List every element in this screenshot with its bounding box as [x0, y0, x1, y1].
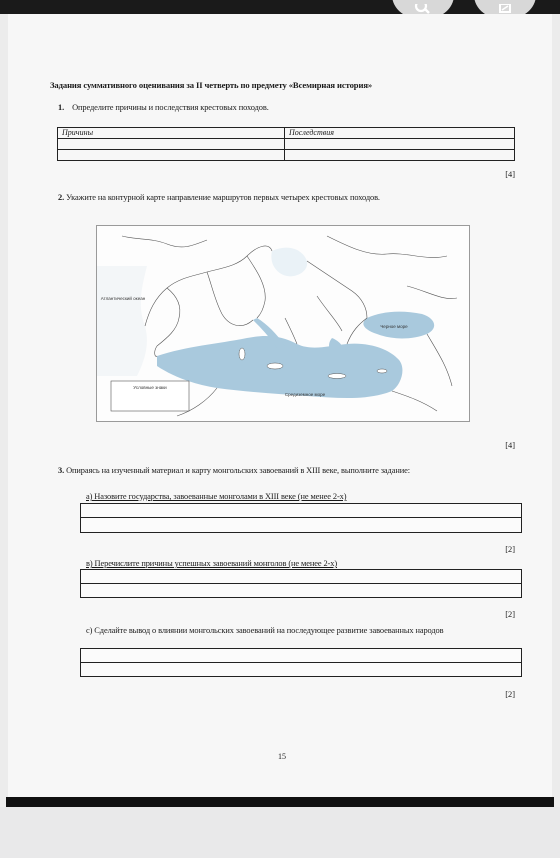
question-3a-answer-field[interactable] — [80, 503, 522, 533]
table-cell-causes[interactable] — [58, 139, 285, 150]
question-3c-answer-field[interactable] — [80, 648, 522, 677]
contour-map[interactable] — [96, 225, 470, 422]
search-icon — [414, 4, 432, 14]
question-3b-text: в) Перечислите причины успешных завоеваний монголов (не менее 2-х) — [86, 559, 338, 568]
table-cell-consequences[interactable] — [285, 150, 515, 161]
question-2 — [58, 193, 528, 203]
document-title: Задания суммативного оценивания за II четверть по предмету «Всемирная история» — [50, 80, 373, 90]
answer-line — [81, 517, 521, 518]
crop-icon — [498, 4, 512, 14]
table-header-causes: Причины — [58, 128, 285, 139]
table-row — [58, 150, 515, 161]
question-3a-text: а) Назовите государства, завоеванные монголами в XIII веке (не менее 2-х) — [86, 492, 347, 501]
bottom-strip — [0, 807, 560, 858]
answer-line — [81, 583, 521, 584]
question-1-number: 1. — [58, 103, 65, 112]
table-row — [58, 139, 515, 150]
question-3a-score: [2] — [505, 545, 515, 554]
bottom-bar — [6, 797, 554, 807]
question-3-text: Опираясь на изученный материал и карту монгольских завоеваний в XIII веке, выполните задание: — [66, 466, 410, 475]
question-2-text: Укажите на контурной карте направление маршрутов первых четырех крестовых походов. — [66, 193, 380, 202]
question-3c-text: с) Сделайте вывод о влиянии монгольских завоеваний на последующее развитие завоеванных народов — [86, 626, 444, 635]
question-1-score: [4] — [505, 170, 515, 179]
question-3 — [58, 466, 520, 476]
question-3b-score: [2] — [505, 610, 515, 619]
map-label-legend: Условные знаки — [133, 385, 167, 390]
causes-consequences-table — [57, 127, 515, 161]
answer-line — [81, 662, 521, 663]
question-2-score: [4] — [505, 441, 515, 450]
question-1-text: Определите причины и последствия крестовых походов. — [72, 103, 269, 112]
question-3c-score: [2] — [505, 690, 515, 699]
table-cell-consequences[interactable] — [285, 139, 515, 150]
page-number: 15 — [278, 752, 286, 761]
question-2-number: 2. — [58, 193, 65, 202]
table-header-consequences: Последствия — [285, 128, 515, 139]
table-cell-causes[interactable] — [58, 150, 285, 161]
question-3-number: 3. — [58, 466, 65, 475]
question-1 — [58, 103, 518, 113]
map-label-black-sea: Черное море — [380, 324, 408, 329]
question-3b-answer-field[interactable] — [80, 569, 522, 598]
map-label-atlantic: Атлантический океан — [100, 296, 146, 301]
map-label-mediterranean: Средиземное море — [284, 392, 326, 397]
